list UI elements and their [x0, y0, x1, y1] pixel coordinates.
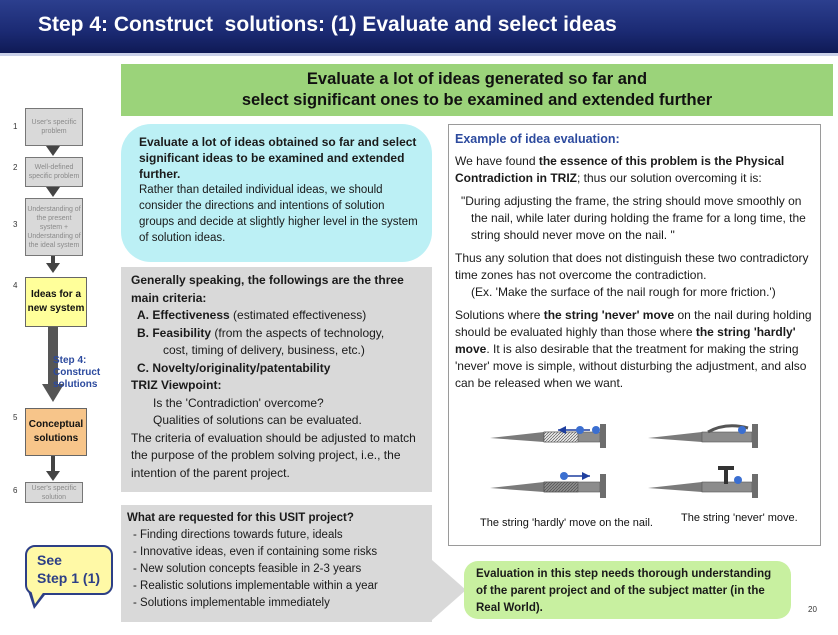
- criterion-b-rest: (from the aspects of technology,: [211, 325, 385, 340]
- flow-step-number: 3: [13, 220, 18, 229]
- flow-arrow-icon: [46, 146, 60, 156]
- flow-step-box-highlight: Ideas for a new system: [25, 277, 87, 327]
- criterion-b: [131, 325, 426, 343]
- flow-step-box: User's specific problem: [25, 108, 83, 146]
- see-step-line-2: Step 1 (1): [37, 570, 101, 586]
- example-paragraph-1: [455, 153, 812, 187]
- text-run-bold: the essence of this problem is the Physical Contradiction in TRIZ: [455, 154, 785, 185]
- page-title: Step 4: Construct solutions: (1) Evaluate and select ideas: [38, 13, 617, 36]
- summary-banner: [121, 64, 833, 116]
- flow-arrow-icon: [46, 471, 60, 481]
- callout-tail-fill: [31, 590, 45, 604]
- flow-step-box: User's specific solution: [25, 482, 83, 503]
- intro-bold-text: Evaluate a lot of ideas obtained so far and select significant ideas to be examined and extended further.: [139, 135, 417, 181]
- requests-heading: What are requested for this USIT project?: [127, 512, 354, 524]
- criterion-c: C. Novelty/originality/patentability: [137, 360, 331, 375]
- nail-hardly-move-top-icon: [490, 424, 606, 448]
- request-item: - Finding directions towards future, ideals: [133, 529, 343, 541]
- evaluation-note: Evaluation in this step needs thorough understanding of the parent project and of the subject matter (in the Real World).: [464, 561, 791, 619]
- see-step-line-1: See: [37, 552, 62, 568]
- request-item: - Realistic solutions implementable within a year: [133, 580, 378, 592]
- project-requests-box: [121, 505, 432, 622]
- flow-arrow-stem: [51, 456, 55, 472]
- flow-step-box: Well-defined specific problem: [25, 157, 83, 187]
- criteria-intro: Generally speaking, the followings are the three main criteria:: [131, 273, 404, 305]
- triz-viewpoint-heading: TRIZ Viewpoint:: [131, 378, 222, 392]
- page-number: 20: [808, 605, 817, 614]
- criteria-closing: The criteria of evaluation should be adjusted to match the purpose of the problem solving project, i.e., the intention of the parent project.: [131, 430, 416, 480]
- criterion-a-head: A. Effectiveness: [137, 308, 230, 322]
- text-run: on the nail during holding should be evaluated highly than those where: [455, 308, 812, 339]
- evaluation-intro-box: [121, 124, 432, 262]
- text-run-bold: the string 'hardly' move: [455, 325, 796, 356]
- flow-step-box: Understanding of the present system + Understanding of the ideal system: [25, 198, 83, 256]
- example-heading: Example of idea evaluation:: [455, 132, 620, 146]
- flow-step-number: 4: [13, 281, 18, 290]
- intro-body-text: Rather than detailed individual ideas, we should consider the directions and intentions of solution groups and decide at slightly higher level in the system of solution ideas.: [139, 184, 418, 244]
- flow-step-number: 1: [13, 122, 18, 131]
- example-paragraph-3: [455, 307, 812, 392]
- criterion-b-head: B. Feasibility: [137, 325, 212, 340]
- request-item: - Solutions implementable immediately: [133, 597, 330, 609]
- criterion-a-rest: (estimated effectiveness): [229, 308, 367, 322]
- contradiction-quote: "During adjusting the frame, the string should move smoothly on the nail, while later during holding the frame for a long time, the string should never move on the nail. ": [461, 194, 806, 242]
- nail-never-move-bottom-icon: [648, 466, 758, 498]
- criteria-box: [121, 267, 432, 492]
- triz-point-1: Is the 'Contradiction' overcome?: [153, 395, 324, 410]
- step-4-label: Step 4: Construct solutions: [53, 355, 101, 390]
- banner-line-1: Evaluate a lot of ideas generated so far and: [306, 70, 648, 88]
- criterion-a: [131, 307, 426, 325]
- text-run: We have found: [455, 154, 539, 168]
- see-step-callout: [25, 545, 113, 595]
- text-run: Solutions where: [455, 308, 544, 322]
- text-run-bold: the string 'never' move: [543, 308, 675, 322]
- request-item: - Innovative ideas, even if containing some risks: [133, 546, 378, 558]
- criterion-b-continued: cost, timing of delivery, business, etc.): [163, 343, 365, 357]
- banner-line-2: select significant ones to be examined and extended further: [241, 91, 713, 109]
- text-run: . It is also desirable that the treatment for making the string 'never' move is simple, without disturbing the adjustment, and also can be released when we want.: [455, 342, 807, 390]
- flow-step-number: 6: [13, 486, 18, 495]
- flow-arrow-icon: [46, 263, 60, 273]
- title-bar: [0, 0, 838, 56]
- example-paragraph-2: Thus any solution that does not distinguish these two contradictory time zones has not overcome the contradiction.: [455, 251, 809, 282]
- caption-hardly-move: The string 'hardly' move on the nail.: [480, 517, 653, 529]
- flow-step-number: 5: [13, 413, 18, 422]
- nail-illustrations: [486, 420, 806, 510]
- nail-never-move-top-icon: [648, 424, 758, 448]
- flow-arrow-icon: [46, 187, 60, 197]
- nail-hardly-move-bottom-icon: [490, 472, 606, 498]
- flow-step-box-highlight: Conceptual solutions: [25, 408, 87, 456]
- flow-step-number: 2: [13, 163, 18, 172]
- text-run: ; thus our solution overcoming it is:: [577, 171, 762, 185]
- pointer-arrow-icon: [432, 560, 466, 620]
- request-item: - New solution concepts feasible in 2-3 years: [133, 563, 362, 575]
- example-counterexample: (Ex. 'Make the surface of the nail rough for more friction.'): [471, 285, 776, 299]
- caption-never-move: The string 'never' move.: [681, 512, 798, 524]
- triz-point-2: Qualities of solutions can be evaluated.: [153, 413, 362, 427]
